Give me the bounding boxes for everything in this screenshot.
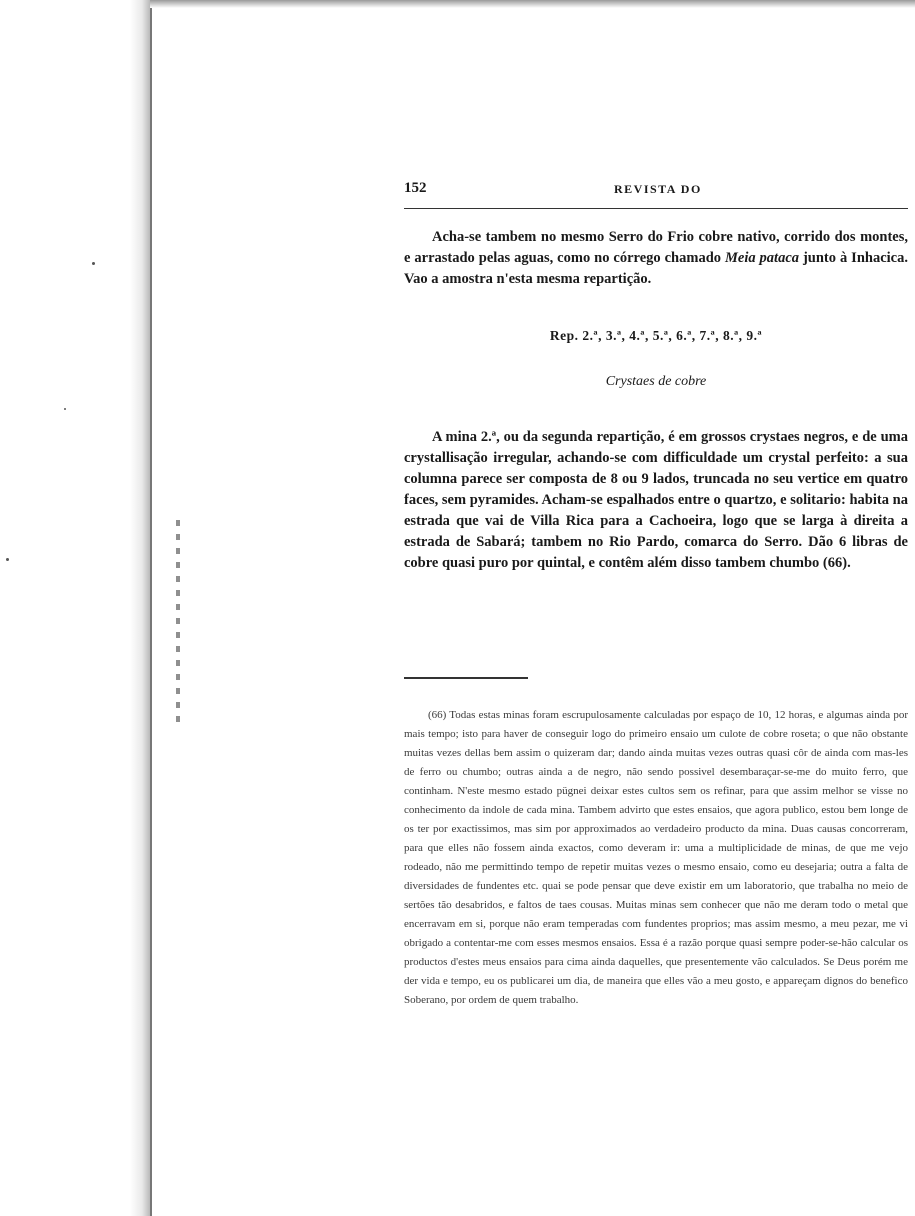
- section-title: Crystaes de cobre: [605, 374, 707, 389]
- book-gutter: [0, 0, 150, 1216]
- scan-speck: [92, 262, 95, 265]
- paragraph-text: Acha-se tambem no mesmo Serro do Frio cobre nativo, corrido dos montes, e arrastado pelas aguas, como no córrego chamado: [404, 229, 908, 266]
- scan-speck: [6, 558, 9, 561]
- paragraph-copper-crystals: A mina 2.ª, ou da segunda repartição, é em grossos crystaes negros, e de uma crystallisação irregular, achando-se com difficuldade um crystal perfeito: a sua columna parece ser composta de 8 ou 9 lados, truncada no seu vertice em quatro faces, sem pyramides. Acham-se espalhados entre o quartzo, e solitario: habita na estrada que vai de Villa Rica para a Cachoeira, logo que se larga à direita a estrada de Sabará; tambem no Rio Pardo, comarca do Serro. Dão 6 libras de cobre quasi puro por quintal, e contêm além disso tambem chumbo (66).: [404, 429, 908, 571]
- footnote-rule: [404, 677, 528, 679]
- place-name-italic: Meia pataca: [724, 250, 800, 266]
- paragraph-text: junto à Inhacica. Vao a amostra n'esta mesma repartição.: [404, 250, 908, 287]
- binding-edge: [150, 0, 152, 1216]
- repartition-list: Rep. 2.ª, 3.ª, 4.ª, 5.ª, 6.ª, 7.ª, 8.ª, 9.ª: [549, 328, 763, 343]
- scan-top-edge: [150, 0, 915, 8]
- scan-speck: [64, 408, 66, 410]
- paragraph-native-copper: [404, 227, 908, 290]
- page-number: 152: [404, 180, 427, 196]
- running-head: REVISTA DO: [614, 182, 702, 196]
- header-rule: [404, 208, 908, 209]
- binding-stitches: [176, 520, 180, 730]
- page-header: [404, 180, 908, 202]
- footnote-66: (66) Todas estas minas foram escrupulosamente calculadas por espaço de 10, 12 horas, e algumas ainda por mais tempo; isto para haver de conseguir logo do primeiro ensaio um culote de cobre roseta; o que não obstante muitas vezes dellas bem assim o quizeram dar; dando ainda muitas vezes outras quasi côr de ainda com mas-les de ferro ou chumbo; outras ainda a de negro, não sendo possivel desembaraçar-se-me do muito ferro, que continham. N'este mesmo estado pügnei deixar estes cultos sem os refinar, para que assim melhor se visse no conhecimento da indole de cada mina. Tambem advirto que estes ensaios, que agora publico, estou bem longe de os ter por exactissimos, mas sim por approximados ao verdadeiro producto da mina. Duas causas concorreram, para que elles não fossem ainda exactos, como deveram ir: uma a multiplicidade de minas, de que me vejo rodeado, não me permittindo tempo de repetir muitas vezes o mesmo ensaio, como eu desejaria; outra a falta de diversidades de fundentes etc. quai se pode pensar que deve existir em um laboratorio, que trabalha no meio de sertões tão desabridos, e faltos de taes cousas. Muitas minas sem conhecer que não me deram todo o metal que encerravam em si, porque não eram temperadas com fundentes proprios; mas assim mesmo, a meu pezar, me vi obrigado a contentar-me com esses mesmos ensaios. Essa é a razão porque quasi sempre poder-se-hão calcular os productos d'estes meus ensaios para cima ainda daquelles, que presentemente vão calculados. Se Deus porém me der vida e tempo, eu os publicarei um dia, de maneira que elles vão a meu gosto, e appareçam dignos do benefico Soberano, por ordem de quem trabalho.: [404, 709, 908, 1006]
